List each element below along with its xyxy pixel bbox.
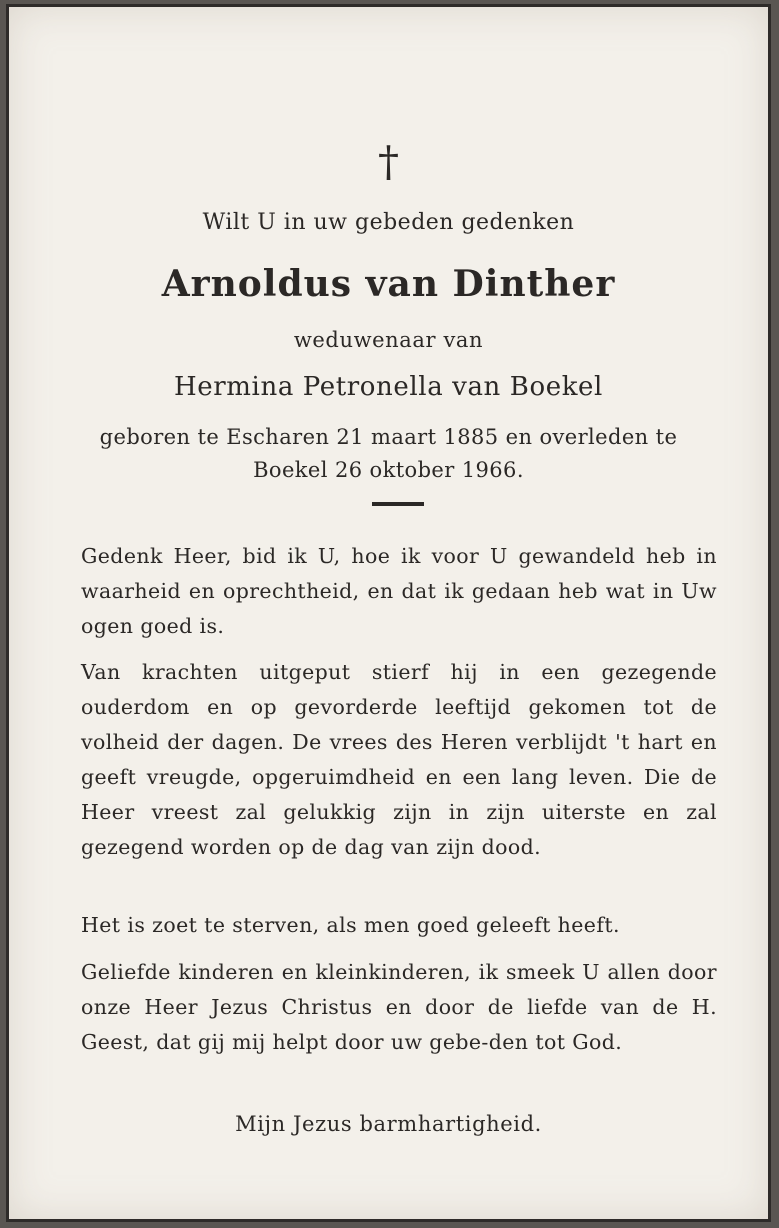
cross-icon: † <box>378 137 399 186</box>
birth-death-line-1: geboren te Escharen 21 maart 1885 en overleden te <box>99 425 678 449</box>
prayer-paragraph: Van krachten uitgeput stierf hij in een gezegende ouderdom en op gevorderde leeftijd gekomen tot de volheid der dagen. De vrees des Heren verblijdt 't hart en geeft vreugde, opgeruimdheid en een lang leven. Die de Heer vreest zal gelukkig zijn in zijn uiterste en zal gezegend worden op de dag van zijn dood. <box>81 660 717 859</box>
widower-line: weduwenaar van <box>293 328 484 352</box>
prayer-paragraph: Gedenk Heer, bid ik U, hoe ik voor U gewandeld heb in waarheid en oprechtheid, en dat ik gedaan heb wat in Uw ogen goed is. <box>81 544 717 638</box>
memorial-card <box>6 4 771 1222</box>
birth-death-line-2: Boekel 26 oktober 1966. <box>253 458 524 482</box>
prayer-paragraph: Het is zoet te sterven, als men goed geleeft heeft. <box>81 913 620 937</box>
closing-line: Mijn Jezus barmhartigheid. <box>235 1112 542 1136</box>
divider <box>372 502 424 506</box>
prayer-paragraph: Geliefde kinderen en kleinkinderen, ik smeek U allen door onze Heer Jezus Christus en door de liefde van de H. Geest, dat gij mij helpt door uw gebe-den tot God. <box>81 960 717 1054</box>
deceased-name: Arnoldus van Dinther <box>161 263 616 305</box>
intro-line: Wilt U in uw gebeden gedenken <box>202 210 575 235</box>
spouse-name: Hermina Petronella van Boekel <box>174 372 603 402</box>
